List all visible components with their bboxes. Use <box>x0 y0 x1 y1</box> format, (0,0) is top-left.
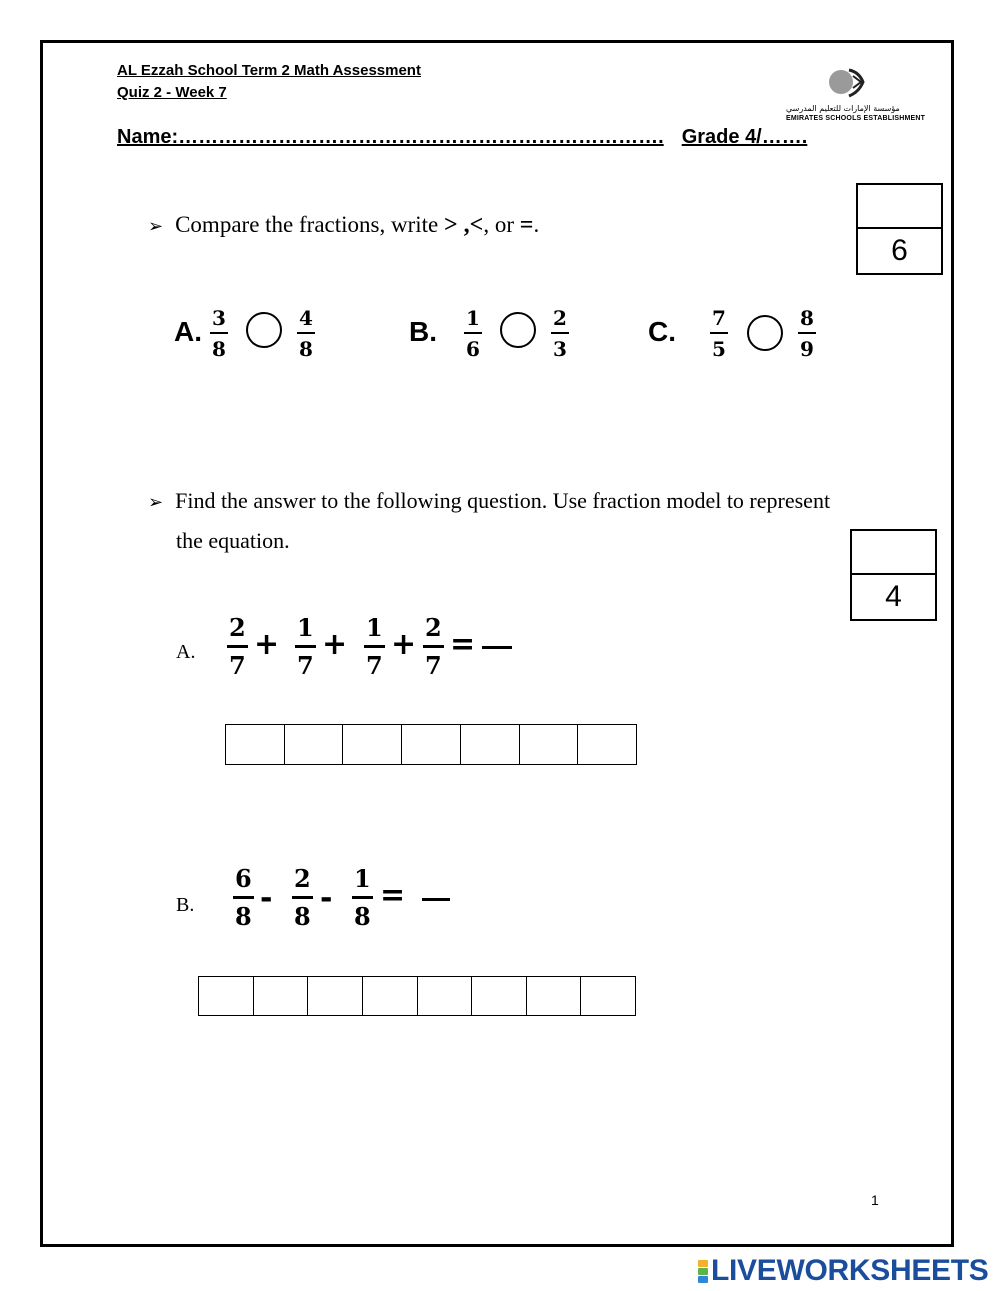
fraction: 2 8 <box>294 864 311 931</box>
section2-score-box <box>850 529 937 621</box>
emirates-schools-logo-icon <box>827 62 869 102</box>
equals-symbol: = <box>519 212 534 238</box>
liveworksheets-watermark <box>698 1254 989 1288</box>
model-cell[interactable] <box>308 977 363 1015</box>
model-cell[interactable] <box>418 977 473 1015</box>
section1-instruction: ➢ Compare the fractions, write > ,<, or =. <box>148 212 540 238</box>
model-cell[interactable] <box>472 977 527 1015</box>
model-cell[interactable] <box>343 725 402 764</box>
liveworksheets-logo-icon <box>698 1260 708 1283</box>
name-grade-line <box>117 126 807 149</box>
minus-operator: - <box>260 881 273 916</box>
section1-score-box <box>856 183 943 275</box>
compare-symbols: > ,< <box>443 212 484 238</box>
fraction: 1 7 <box>297 613 314 680</box>
section2-instruction-cont: the equation. <box>176 528 290 553</box>
fraction: 1 7 <box>366 613 383 680</box>
equals-operator: = <box>450 627 476 662</box>
compare-a-answer-circle[interactable] <box>246 312 282 348</box>
fraction: 2 7 <box>425 613 442 680</box>
fraction: 4 8 <box>299 306 313 361</box>
name-field[interactable]: Name:………………………………………………………………. <box>117 126 664 148</box>
plus-operator: + <box>254 627 280 662</box>
model-cell[interactable] <box>254 977 309 1015</box>
quiz-week: Quiz 2 - Week 7 <box>117 84 227 101</box>
equation-a-label: A. <box>176 641 196 663</box>
compare-c-answer-circle[interactable] <box>747 315 783 351</box>
org-name-english: EMIRATES SCHOOLS ESTABLISHMENT <box>786 115 926 122</box>
answer-blank[interactable] <box>482 646 512 649</box>
compare-b-label: B. <box>409 316 437 347</box>
model-cell[interactable] <box>199 977 254 1015</box>
score-earned[interactable] <box>858 185 941 229</box>
model-cell[interactable] <box>581 977 635 1015</box>
compare-a-label: A. <box>174 316 202 347</box>
fraction: 8 9 <box>800 306 814 361</box>
score-total: 4 <box>885 580 902 613</box>
grade-field[interactable]: Grade 4/……. <box>681 126 808 148</box>
fraction: 7 5 <box>712 306 726 361</box>
fraction-model-a[interactable] <box>225 724 637 765</box>
model-cell[interactable] <box>520 725 579 764</box>
org-name-arabic: مؤسسة الإمارات للتعليم المدرسي <box>786 104 900 113</box>
model-cell[interactable] <box>578 725 636 764</box>
model-cell[interactable] <box>461 725 520 764</box>
model-cell[interactable] <box>402 725 461 764</box>
fraction: 2 7 <box>229 613 246 680</box>
model-cell[interactable] <box>285 725 344 764</box>
section2-instruction: ➢ Find the answer to the following question. Use fraction model to represent <box>148 488 831 513</box>
school-title: AL Ezzah School Term 2 Math Assessment <box>117 62 421 79</box>
equation-b-label: B. <box>176 894 195 916</box>
model-cell[interactable] <box>363 977 418 1015</box>
score-earned[interactable] <box>852 531 935 575</box>
page-number: 1 <box>871 1192 879 1208</box>
compare-b-answer-circle[interactable] <box>500 312 536 348</box>
fraction: 1 8 <box>354 864 371 931</box>
plus-operator: + <box>322 627 348 662</box>
answer-blank[interactable] <box>422 898 450 901</box>
fraction: 2 3 <box>553 306 567 361</box>
fraction: 3 8 <box>212 306 226 361</box>
plus-operator: + <box>391 627 417 662</box>
bullet-arrow-icon: ➢ <box>148 492 164 512</box>
score-total: 6 <box>891 234 908 267</box>
minus-operator: - <box>320 881 333 916</box>
equals-operator: = <box>380 878 406 913</box>
compare-c-label: C. <box>648 316 676 347</box>
fraction: 1 6 <box>466 306 480 361</box>
bullet-arrow-icon: ➢ <box>148 216 164 236</box>
fraction-model-b[interactable] <box>198 976 636 1016</box>
fraction: 6 8 <box>235 864 252 931</box>
liveworksheets-brand: LIVEWORKSHEETS <box>711 1254 989 1287</box>
model-cell[interactable] <box>226 725 285 764</box>
model-cell[interactable] <box>527 977 582 1015</box>
